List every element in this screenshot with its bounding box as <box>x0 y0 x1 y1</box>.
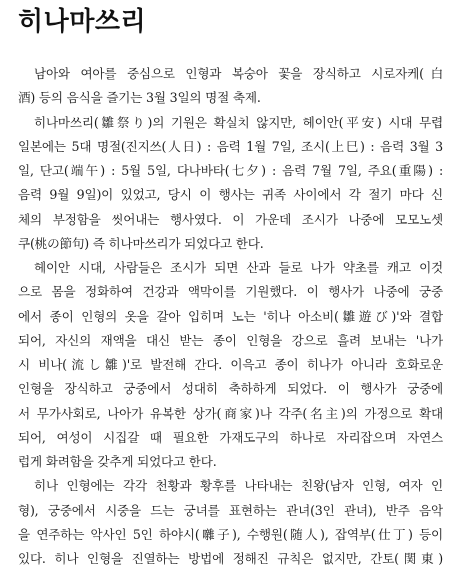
text-line: 있다. 히나 인형을 진열하는 방법에 정해진 규칙은 없지만, 간토(関東) <box>18 551 443 566</box>
text-line: 형), 궁중에서 시중을 드는 궁녀를 표현하는 관녀(3인 관녀), 반주 음악 <box>18 502 443 518</box>
text-line: 체의 부정함을 씻어내는 행사였다. 이 가운데 조시가 나중에 모모노셋 <box>18 211 443 227</box>
text-line: 인형을 장식하고 궁중에서 성대히 축하하게 되었다. 이 행사가 궁중에 <box>18 381 443 397</box>
text-line: 헤이안 시대, 사람들은 조시가 되면 산과 들로 나가 약초를 캐고 이것 <box>34 260 443 275</box>
text-line: 히나 인형에는 각각 천황과 황후를 나타내는 친왕(남자 인형, 여자 인 <box>34 478 443 494</box>
text-line: 서 무가사회로, 나아가 유복한 상가(商家)나 각주(名主)의 가정으로 확대 <box>18 405 443 421</box>
text-line: 럽게 화려함을 갖추게 되었다고 한다. <box>18 454 217 469</box>
text-line: 酒) 등의 음식을 즐기는 3월 3일의 명절 축제. <box>18 90 261 106</box>
text-line: 음력 9월 9일)이 있었고, 당시 이 행사는 귀족 사이에서 각 절기 마다 신 <box>18 187 443 203</box>
text-line: 을 연주하는 악사인 5인 하야시(囃子), 수행원(随人), 잡역부(仕丁) 등이 <box>18 526 443 542</box>
text-line: 되어, 여성이 시집갈 때 필요한 가재도구의 하나로 자리잡으며 자연스 <box>18 429 443 445</box>
text-line: 시 비나(流し雛)'로 발전해 간다. 이윽고 종이 히나가 아니라 호화로운 <box>18 357 443 372</box>
text-line: 쿠(桃の節句) 즉 히나마쓰리가 되었다고 한다. <box>18 235 264 251</box>
text-line: 되어, 자신의 재액을 대신 받는 종이 인형을 강으로 흘려 보내는 '나가 <box>18 332 443 348</box>
article-body <box>18 62 443 571</box>
text-line: 일, 단고(端午) : 5월 5일, 다나바타(七夕) : 음력 7월 7일, 주요(重陽) : <box>18 163 443 178</box>
text-line: 히나마쓰리(雛祭り)의 기원은 확실치 않지만, 헤이안(平安) 시대 무렵 <box>34 114 443 130</box>
text-line: 에서 종이 인형의 옷을 갈아 입히며 노는 '히나 아소비(雛遊び)'와 결합 <box>18 308 443 324</box>
page-title: 히나마쓰리 <box>18 7 147 37</box>
text-line: 으로 몸을 정화하여 건강과 액막이를 기원했다. 이 행사가 나중에 궁중 <box>18 284 443 300</box>
text-line: 일본에는 5대 명절(진지쓰(人日) : 음력 1월 7일, 조시(上巳) : 음력 3월 3 <box>18 138 443 154</box>
text-line: 남아와 여아를 중심으로 인형과 복숭아 꽃을 장식하고 시로자케(白 <box>34 66 443 81</box>
